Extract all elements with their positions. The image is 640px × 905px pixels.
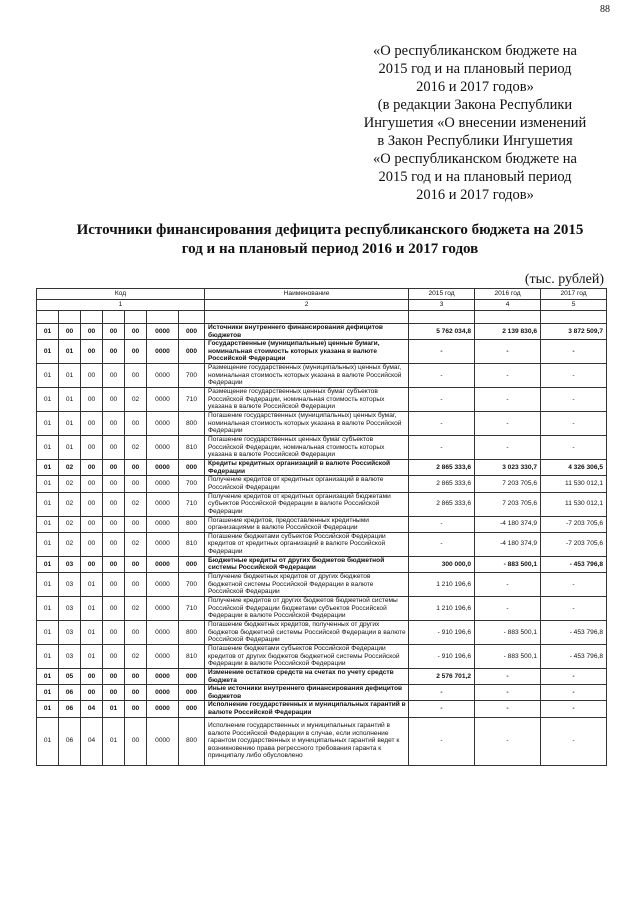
code-cell: 01 <box>37 324 59 340</box>
value-cell-v2: -4 180 374,9 <box>475 516 541 532</box>
code-cell: 01 <box>37 572 59 596</box>
name-cell: Исполнение государственных и муниципальных гарантий в валюте Российской Федерации в случае, если исполнение гарантом государственных и муниципальных гарантий ведет к возникновению права регрессного требования гаранта к принципалу либо обусловлено <box>205 717 409 765</box>
value-cell-v1: 5 762 034,8 <box>409 324 475 340</box>
code-cell: 01 <box>59 340 81 364</box>
value-cell-v3: 11 530 012,1 <box>541 476 607 492</box>
value-cell-v3: - 453 796,8 <box>541 620 607 644</box>
value-cell-v3: - <box>541 717 607 765</box>
code-cell: 01 <box>37 532 59 556</box>
table-row <box>37 476 607 492</box>
code-cell: 01 <box>37 644 59 668</box>
code-cell: 00 <box>103 476 125 492</box>
code-cell: 0000 <box>147 685 179 701</box>
code-cell: 00 <box>81 516 103 532</box>
value-cell-v1: - <box>409 340 475 364</box>
table-row <box>37 364 607 388</box>
value-cell-v2: - <box>475 685 541 701</box>
approval-line: «О республиканском бюджете на <box>373 151 577 167</box>
value-cell-v2: - <box>475 596 541 620</box>
value-cell-v3: - <box>541 436 607 460</box>
code-cell: 01 <box>37 717 59 765</box>
code-cell: 00 <box>81 388 103 412</box>
value-cell-v2: 7 203 705,6 <box>475 476 541 492</box>
code-cell: 06 <box>59 685 81 701</box>
code-cell: 00 <box>103 388 125 412</box>
code-cell: 00 <box>81 476 103 492</box>
approval-line: «О республиканском бюджете на <box>373 43 577 59</box>
value-cell-v2: - <box>475 668 541 684</box>
name-cell: Получение кредитов от кредитных организаций в валюте Российской Федерации <box>205 476 409 492</box>
value-cell-v2: - 883 500,1 <box>475 644 541 668</box>
code-cell: 00 <box>125 685 147 701</box>
code-cell: 00 <box>103 492 125 516</box>
code-cell: 05 <box>59 668 81 684</box>
code-cell: 000 <box>179 556 205 572</box>
value-cell-v1: 2 865 333,6 <box>409 476 475 492</box>
code-cell: 00 <box>103 556 125 572</box>
code-cell: 00 <box>103 460 125 476</box>
index-cell: 3 <box>409 300 475 311</box>
code-cell: 01 <box>37 556 59 572</box>
code-cell: 01 <box>37 412 59 436</box>
code-cell: 0000 <box>147 572 179 596</box>
code-cell: 00 <box>81 668 103 684</box>
value-cell-v2: - <box>475 717 541 765</box>
code-cell: 01 <box>37 340 59 364</box>
code-cell: 01 <box>59 436 81 460</box>
value-cell-v3: -7 203 705,6 <box>541 532 607 556</box>
code-cell: 00 <box>81 460 103 476</box>
value-cell-v1: 1 210 196,6 <box>409 596 475 620</box>
name-cell: Изменение остатков средств на счетах по учету средств бюджета <box>205 668 409 684</box>
table-row <box>37 701 607 717</box>
code-cell: 800 <box>179 620 205 644</box>
value-cell-v1: - <box>409 364 475 388</box>
approval-line: (в редакции Закона Республики <box>377 97 573 113</box>
table-row <box>37 516 607 532</box>
code-cell: 01 <box>37 476 59 492</box>
code-cell: 000 <box>179 324 205 340</box>
value-cell-v1: 1 210 196,6 <box>409 572 475 596</box>
value-cell-v2: - <box>475 412 541 436</box>
header-row <box>37 289 607 300</box>
code-cell: 04 <box>81 717 103 765</box>
code-cell: 02 <box>59 532 81 556</box>
index-cell: 2 <box>205 300 409 311</box>
title-line: Источники финансирования дефицита республиканского бюджета на 2015 <box>76 222 584 238</box>
code-cell: 00 <box>81 412 103 436</box>
value-cell-v3: - <box>541 364 607 388</box>
code-cell: 00 <box>81 324 103 340</box>
code-cell: 01 <box>37 620 59 644</box>
code-cell: 01 <box>81 620 103 644</box>
table-row <box>37 412 607 436</box>
value-cell-v2: -4 180 374,9 <box>475 532 541 556</box>
code-cell: 000 <box>179 668 205 684</box>
value-cell-v1: - <box>409 388 475 412</box>
code-cell: 00 <box>103 364 125 388</box>
code-cell: 00 <box>103 620 125 644</box>
code-cell: 0000 <box>147 596 179 620</box>
code-cell: 01 <box>37 516 59 532</box>
table-row <box>37 668 607 684</box>
code-cell: 02 <box>125 436 147 460</box>
code-cell: 0000 <box>147 532 179 556</box>
code-cell: 03 <box>59 644 81 668</box>
code-cell: 01 <box>37 701 59 717</box>
table-row <box>37 324 607 340</box>
approval-line: Ингушетия «О внесении изменений <box>363 115 587 131</box>
value-cell-v3: - <box>541 340 607 364</box>
table-row <box>37 388 607 412</box>
code-cell: 00 <box>81 364 103 388</box>
code-cell: 00 <box>103 596 125 620</box>
code-cell: 0000 <box>147 644 179 668</box>
code-cell: 00 <box>125 340 147 364</box>
table-row <box>37 460 607 476</box>
code-cell: 00 <box>125 556 147 572</box>
code-cell: 0000 <box>147 436 179 460</box>
value-cell-v1: 2 865 333,6 <box>409 492 475 516</box>
value-cell-v2: - <box>475 572 541 596</box>
name-cell: Источники внутреннего финансирования дефицитов бюджетов <box>205 324 409 340</box>
code-cell: 02 <box>125 532 147 556</box>
name-cell: Погашение кредитов, предоставленных кредитными организациями в валюте Российской Федерации <box>205 516 409 532</box>
code-cell: 000 <box>179 701 205 717</box>
code-cell: 800 <box>179 516 205 532</box>
value-cell-v1: - <box>409 532 475 556</box>
value-cell-v3: - <box>541 388 607 412</box>
code-cell: 02 <box>125 644 147 668</box>
title-line: год и на плановый период 2016 и 2017 годов <box>181 241 479 257</box>
code-cell: 0000 <box>147 460 179 476</box>
value-cell-v2: - 883 500,1 <box>475 556 541 572</box>
code-cell: 0000 <box>147 476 179 492</box>
value-cell-v3: 11 530 012,1 <box>541 492 607 516</box>
code-cell: 00 <box>125 668 147 684</box>
name-cell: Получение бюджетных кредитов от других бюджетов бюджетной системы Российской Федерации в валюте Российской Федерации <box>205 572 409 596</box>
header-2015: 2015 год <box>409 289 475 300</box>
code-cell: 01 <box>81 644 103 668</box>
code-cell: 0000 <box>147 324 179 340</box>
value-cell-v2: - <box>475 436 541 460</box>
name-cell: Исполнение государственных и муниципальных гарантий в валюте Российской Федерации <box>205 701 409 717</box>
value-cell-v1: 2 865 333,6 <box>409 460 475 476</box>
code-cell: 00 <box>125 717 147 765</box>
code-cell: 00 <box>103 532 125 556</box>
code-cell: 00 <box>125 460 147 476</box>
code-cell: 0000 <box>147 364 179 388</box>
code-cell: 00 <box>59 324 81 340</box>
code-cell: 700 <box>179 476 205 492</box>
code-cell: 01 <box>37 436 59 460</box>
code-cell: 02 <box>125 388 147 412</box>
code-cell: 01 <box>37 492 59 516</box>
code-cell: 0000 <box>147 620 179 644</box>
code-cell: 000 <box>179 460 205 476</box>
code-cell: 00 <box>125 324 147 340</box>
value-cell-v1: - <box>409 701 475 717</box>
name-cell: Иные источники внутреннего финансирования дефицитов бюджетов <box>205 685 409 701</box>
code-cell: 0000 <box>147 340 179 364</box>
code-cell: 00 <box>81 556 103 572</box>
name-cell: Бюджетные кредиты от других бюджетов бюджетной системы Российской Федерации <box>205 556 409 572</box>
header-name: Наименование <box>205 289 409 300</box>
code-cell: 06 <box>59 701 81 717</box>
code-cell: 00 <box>103 516 125 532</box>
value-cell-v3: - <box>541 701 607 717</box>
code-cell: 00 <box>125 572 147 596</box>
table-row <box>37 717 607 765</box>
document-title <box>60 221 600 259</box>
name-cell: Погашение бюджетами субъектов Российской Федерации кредитов от кредитных организаций в валюте Российской Федерации <box>205 532 409 556</box>
code-cell: 01 <box>103 717 125 765</box>
index-cell: 4 <box>475 300 541 311</box>
value-cell-v2: - <box>475 340 541 364</box>
value-cell-v2: 2 139 830,6 <box>475 324 541 340</box>
code-cell: 800 <box>179 717 205 765</box>
value-cell-v1: - <box>409 685 475 701</box>
code-cell: 00 <box>103 436 125 460</box>
name-cell: Государственные (муниципальные) ценные бумаги, номинальная стоимость которых указана в валюте Российской Федерации <box>205 340 409 364</box>
name-cell: Погашение бюджетами субъектов Российской Федерации кредитов от других бюджетов бюджетной системы Российской Федерации в валюте Российской Федерации <box>205 644 409 668</box>
code-cell: 01 <box>37 685 59 701</box>
value-cell-v1: - <box>409 516 475 532</box>
code-cell: 03 <box>59 620 81 644</box>
code-cell: 01 <box>59 388 81 412</box>
value-cell-v1: - 910 196,6 <box>409 644 475 668</box>
value-cell-v1: 2 576 701,2 <box>409 668 475 684</box>
code-cell: 00 <box>81 532 103 556</box>
table-row <box>37 436 607 460</box>
code-cell: 01 <box>37 460 59 476</box>
code-cell: 700 <box>179 364 205 388</box>
code-cell: 00 <box>103 412 125 436</box>
table-row <box>37 596 607 620</box>
table-row <box>37 492 607 516</box>
code-cell: 00 <box>81 492 103 516</box>
value-cell-v2: - 883 500,1 <box>475 620 541 644</box>
table-row <box>37 644 607 668</box>
table-row <box>37 620 607 644</box>
page-number: 88 <box>600 4 610 15</box>
value-cell-v2: 3 023 330,7 <box>475 460 541 476</box>
code-cell: 00 <box>125 701 147 717</box>
code-cell: 00 <box>103 340 125 364</box>
code-cell: 00 <box>125 620 147 644</box>
code-cell: 02 <box>125 492 147 516</box>
value-cell-v1: - 910 196,6 <box>409 620 475 644</box>
financing-sources-table <box>36 288 607 766</box>
code-cell: 000 <box>179 340 205 364</box>
value-cell-v3: - <box>541 596 607 620</box>
name-cell: Погашение государственных ценных бумаг субъектов Российской Федерации, номинальная стоимость которых указана в валюте Российской Федерации <box>205 436 409 460</box>
code-cell: 03 <box>59 572 81 596</box>
value-cell-v3: 3 872 509,7 <box>541 324 607 340</box>
code-cell: 01 <box>37 388 59 412</box>
name-cell: Размещение государственных (муниципальных) ценных бумаг, номинальная стоимость которых указана в валюте Российской Федерации <box>205 364 409 388</box>
code-cell: 810 <box>179 532 205 556</box>
code-cell: 0000 <box>147 388 179 412</box>
approval-line: в Закон Республики Ингушетия <box>377 133 573 149</box>
name-cell: Погашение бюджетных кредитов, полученных от других бюджетов бюджетной системы Российской Федерации в валюте Российской Федерации <box>205 620 409 644</box>
value-cell-v3: -7 203 705,6 <box>541 516 607 532</box>
code-cell: 700 <box>179 572 205 596</box>
code-cell: 00 <box>103 668 125 684</box>
code-cell: 0000 <box>147 412 179 436</box>
table-row <box>37 340 607 364</box>
approval-line: 2015 год и на плановый период <box>378 61 572 77</box>
table-row <box>37 572 607 596</box>
code-cell: 01 <box>37 596 59 620</box>
approval-line: 2015 год и на плановый период <box>378 169 572 185</box>
approval-block <box>350 42 600 204</box>
header-code: Код <box>37 289 205 300</box>
code-cell: 710 <box>179 596 205 620</box>
value-cell-v2: 7 203 705,6 <box>475 492 541 516</box>
header-2017: 2017 год <box>541 289 607 300</box>
code-cell: 01 <box>81 596 103 620</box>
code-cell: 0000 <box>147 701 179 717</box>
code-cell: 02 <box>59 492 81 516</box>
code-cell: 02 <box>59 460 81 476</box>
code-cell: 04 <box>81 701 103 717</box>
code-cell: 01 <box>37 668 59 684</box>
code-cell: 00 <box>103 685 125 701</box>
name-cell: Кредиты кредитных организаций в валюте Российской Федерации <box>205 460 409 476</box>
name-cell: Получение кредитов от других бюджетов бюджетной системы Российской Федерации бюджетами субъектов Российской Федерации в валюте Российской Федерации <box>205 596 409 620</box>
code-cell: 02 <box>59 516 81 532</box>
value-cell-v3: - <box>541 572 607 596</box>
code-cell: 00 <box>125 476 147 492</box>
value-cell-v2: - <box>475 364 541 388</box>
code-cell: 00 <box>81 340 103 364</box>
units-label: (тыс. рублей) <box>524 272 604 287</box>
code-cell: 0000 <box>147 668 179 684</box>
code-cell: 00 <box>103 324 125 340</box>
table-row <box>37 556 607 572</box>
name-cell: Размещение государственных ценных бумаг субъектов Российской Федерации, номинальная стоимость которых указана в валюте Российской Федерации <box>205 388 409 412</box>
code-cell: 000 <box>179 685 205 701</box>
code-cell: 710 <box>179 388 205 412</box>
spacer-row <box>37 311 607 324</box>
value-cell-v3: - <box>541 412 607 436</box>
value-cell-v3: - 453 796,8 <box>541 556 607 572</box>
value-cell-v2: - <box>475 388 541 412</box>
code-cell: 01 <box>37 364 59 388</box>
value-cell-v1: - <box>409 717 475 765</box>
code-cell: 00 <box>125 412 147 436</box>
value-cell-v3: 4 326 306,5 <box>541 460 607 476</box>
approval-line: 2016 и 2017 годов» <box>416 187 534 203</box>
code-cell: 00 <box>125 364 147 388</box>
code-cell: 03 <box>59 556 81 572</box>
code-cell: 800 <box>179 412 205 436</box>
code-cell: 03 <box>59 596 81 620</box>
code-cell: 810 <box>179 644 205 668</box>
code-cell: 02 <box>125 596 147 620</box>
header-2016: 2016 год <box>475 289 541 300</box>
code-cell: 710 <box>179 492 205 516</box>
index-cell: 5 <box>541 300 607 311</box>
code-cell: 810 <box>179 436 205 460</box>
value-cell-v3: - <box>541 668 607 684</box>
value-cell-v3: - 453 796,8 <box>541 644 607 668</box>
table-row <box>37 532 607 556</box>
code-cell: 00 <box>81 436 103 460</box>
code-cell: 01 <box>81 572 103 596</box>
index-cell: 1 <box>37 300 205 311</box>
code-cell: 0000 <box>147 556 179 572</box>
code-cell: 01 <box>59 412 81 436</box>
table-body <box>37 324 607 766</box>
code-cell: 00 <box>81 685 103 701</box>
code-cell: 0000 <box>147 492 179 516</box>
value-cell-v3: - <box>541 685 607 701</box>
code-cell: 00 <box>125 516 147 532</box>
index-row <box>37 300 607 311</box>
name-cell: Погашение государственных (муниципальных) ценных бумаг, номинальная стоимость которых указана в валюте Российской Федерации <box>205 412 409 436</box>
code-cell: 0000 <box>147 516 179 532</box>
value-cell-v1: - <box>409 412 475 436</box>
name-cell: Получение кредитов от кредитных организаций бюджетами субъектов Российской Федерации в валюте Российской Федерации <box>205 492 409 516</box>
code-cell: 00 <box>103 644 125 668</box>
value-cell-v2: - <box>475 701 541 717</box>
code-cell: 02 <box>59 476 81 492</box>
code-cell: 01 <box>103 701 125 717</box>
approval-line: 2016 и 2017 годов» <box>416 79 534 95</box>
code-cell: 0000 <box>147 717 179 765</box>
value-cell-v1: - <box>409 436 475 460</box>
value-cell-v1: 300 000,0 <box>409 556 475 572</box>
code-cell: 06 <box>59 717 81 765</box>
table-row <box>37 685 607 701</box>
code-cell: 00 <box>103 572 125 596</box>
code-cell: 01 <box>59 364 81 388</box>
